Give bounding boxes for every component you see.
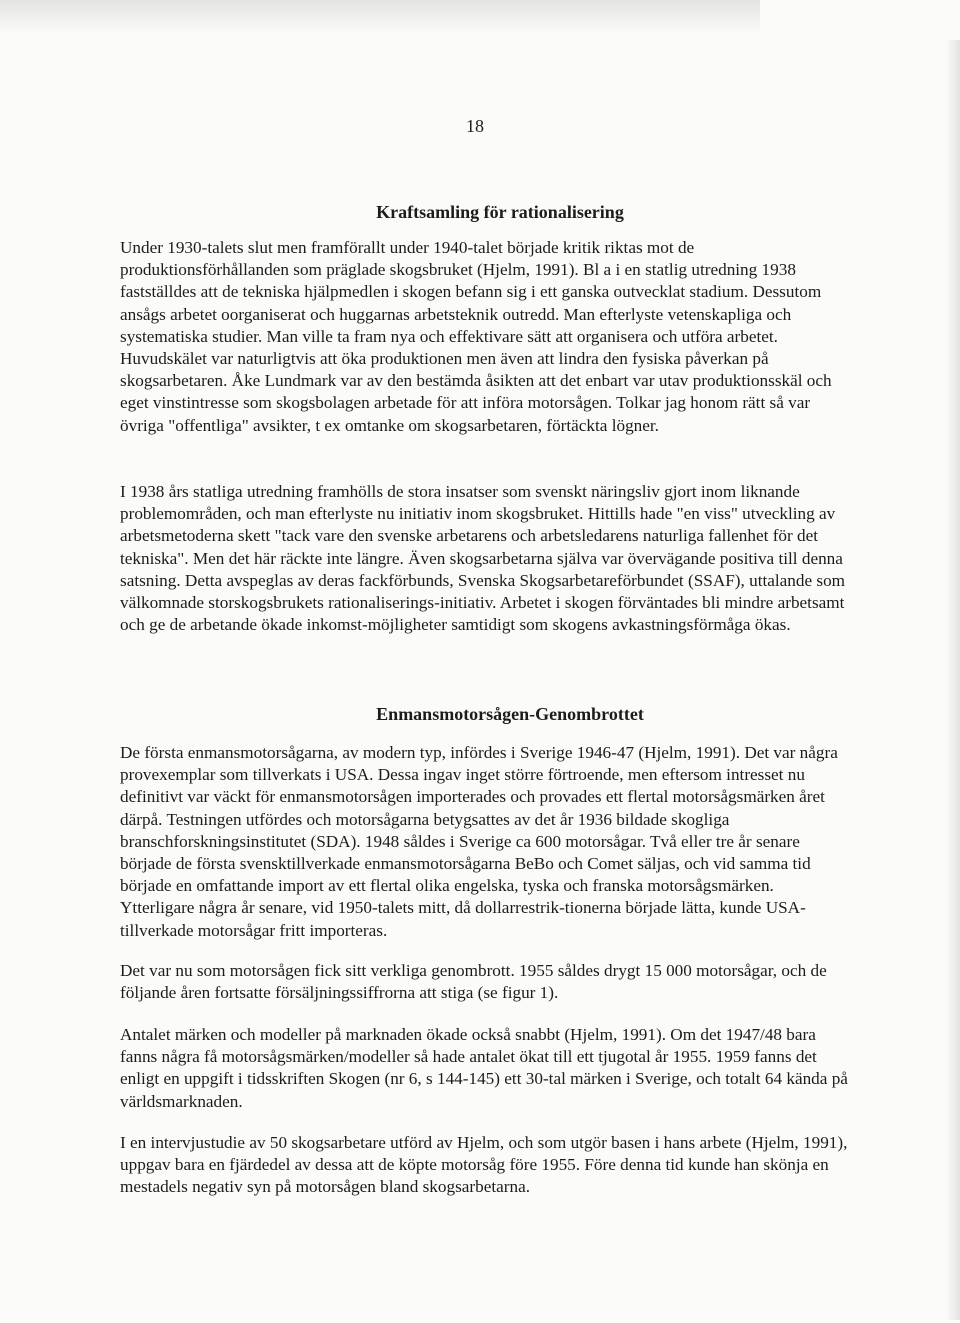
section-heading-rationalisering: Kraftsamling för rationalisering (376, 202, 624, 222)
paragraph: Det var nu som motorsågen fick sitt verkliga genombrott. 1955 såldes drygt 15 000 motorsågar, och de följande åren fortsatte försäljningssiffrorna att stiga (se figur 1). (120, 961, 827, 1003)
section-heading-genombrottet: Enmansmotorsågen-Genombrottet (376, 704, 644, 724)
paragraph: De första enmansmotorsågarna, av modern typ, infördes i Sverige 1946-47 (Hjelm, 1991). Det var några provexemplar som tillverkats i USA. Dessa ingav inget större förtroende, men eftersom intresset nu definitivt var väckt för enmansmotorsågen importerades och provades ett flertal motorsågsmärken året därpå. Testningen utfördes och motorsågarna betygsattes av det år 1936 bildade skogliga branschforskningsinstitutet (SDA). 1948 såldes i Sverige ca 600 motorsågar. Två eller tre år senare började de första svensktillverkade enmansmotorsågarna BeBo och Comet säljas, och vid samma tid började en omfattande import av ett flertal olika engelska, tyska och franska motorsågsmärken. Ytterligare några år senare, vid 1950-talets mitt, då dollarrestrik-tionerna började lätta, kunde USA-tillverkade motorsågar fritt importeras. (120, 743, 838, 940)
paragraph: I en intervjustudie av 50 skogsarbetare utförd av Hjelm, och som utgör basen i hans arbete (Hjelm, 1991), uppgav bara en fjärdedel av dessa att de köpte motorsåg före 1955. Före denna tid kunde han skönja en mestadels negativ syn på motorsågen bland skogsarbetarna. (120, 1133, 848, 1197)
page-number: 18 (466, 116, 484, 136)
paragraph: I 1938 års statliga utredning framhölls de stora insatser som svenskt näringsliv gjort inom liknande problemområden, och man efterlyste nu initiativ inom skogsbruket. Hittills hade "en viss" utveckling av arbetsmetoderna skett "tack vare den svenske arbetarens och arbetsledarens naturliga fallenhet för det tekniska". Men det här räckte inte längre. Även skogsarbetarna själva var övervägande positiva till denna satsning. Detta avspeglas av deras fackförbunds, Svenska Skogsarbetareförbundet (SSAF), uttalande som välkomnade storskogsbrukets rationaliserings-initiativ. Arbetet i skogen förväntades bli mindre arbetsamt och ge de arbetande ökade inkomst-möjligheter samtidigt som skogens avkastningsförmåga ökas. (120, 482, 846, 635)
scan-shadow-top (0, 0, 760, 34)
scan-shadow-right (946, 40, 960, 1320)
paragraph: Under 1930-talets slut men framförallt under 1940-talet började kritik riktas mot de produktionsförhållanden som präglade skogsbruket (Hjelm, 1991). Bl a i en statlig utredning 1938 fastställdes att de tekniska hjälpmedlen i skogen befann sig i ett ganska outvecklat stadium. Dessutom ansågs arbetet oorganiserat och huggarnas arbetsteknik outredd. Man efterlyste vetenskapliga och systematiska studier. Man ville ta fram nya och effektivare sätt att organisera och utföra arbetet. Huvudskälet var naturligtvis att öka produktionen men även att lindra den fysiska påverkan på skogsarbetaren. Åke Lundmark var av den bestämda åsikten att det enbart var utav produktionsskäl och eget vinstintresse som skogsbolagen arbetade för att införa motorsågen. Tolkar jag honom rätt så var övriga "offentliga" avsikter, t ex omtanke om skogsarbetaren, förtäckta lögner. (120, 238, 832, 435)
paragraph: Antalet märken och modeller på marknaden ökade också snabbt (Hjelm, 1991). Om det 1947/48 bara fanns några få motorsågsmärken/modeller så hade antalet ökat till ett tjugotal år 1955. 1959 fanns det enligt en uppgift i tidsskriften Skogen (nr 6, s 144-145) ett 30-tal märken i Sverige, och totalt 64 kända på världsmarknaden. (120, 1025, 848, 1111)
